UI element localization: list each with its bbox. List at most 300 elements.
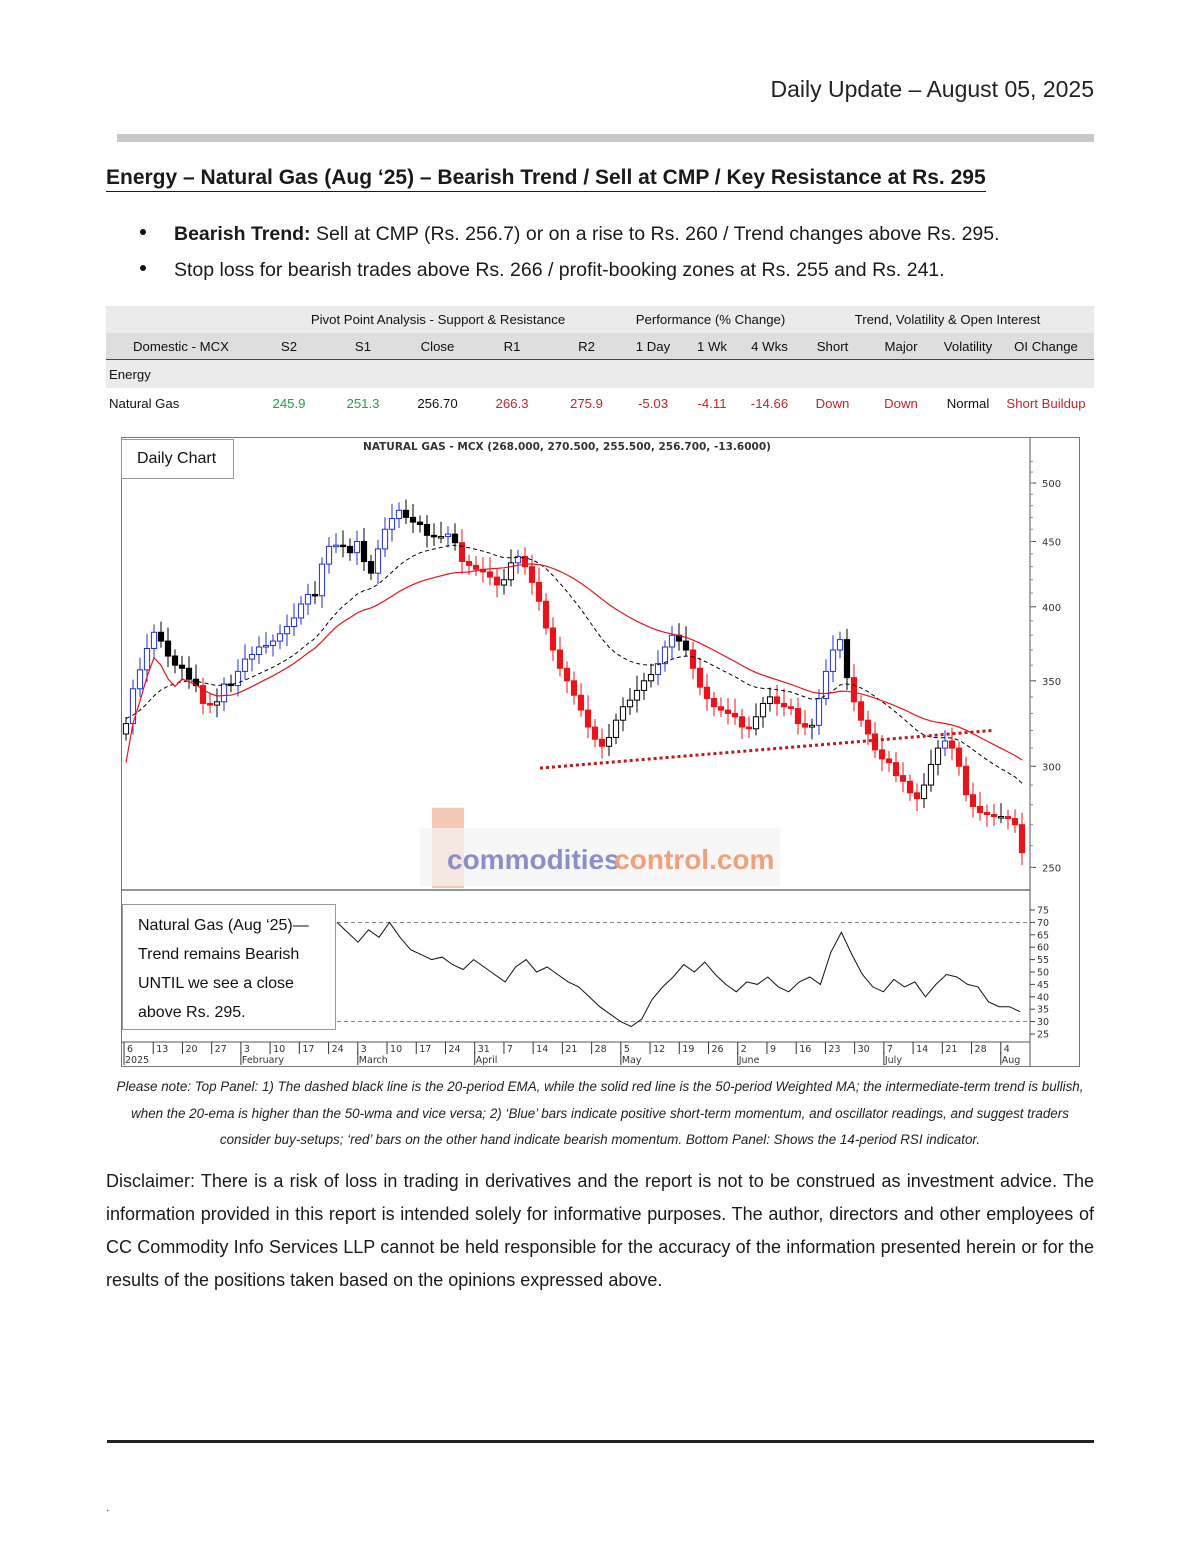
footer-divider — [107, 1440, 1094, 1443]
candle — [578, 683, 583, 717]
candle — [431, 523, 436, 546]
candle-body — [396, 510, 401, 518]
candle-body — [508, 563, 513, 580]
candle-body — [1005, 817, 1010, 819]
report-date: Daily Update – August 05, 2025 — [770, 76, 1094, 102]
candle-body — [487, 572, 492, 577]
candle — [844, 629, 849, 690]
candle — [144, 634, 149, 682]
candle-body — [291, 618, 296, 627]
candle — [494, 569, 499, 597]
candle-body — [606, 737, 611, 746]
candle — [186, 656, 191, 689]
candle — [914, 783, 919, 811]
candle — [550, 617, 555, 661]
candle-body — [984, 813, 989, 815]
candle — [543, 593, 548, 634]
candle-body — [452, 534, 457, 543]
col-major: Major — [864, 333, 938, 360]
candle — [1019, 813, 1024, 865]
candle — [221, 677, 226, 711]
candle-body — [795, 708, 800, 723]
watermark-text: control.com — [614, 844, 775, 875]
candle-body — [816, 699, 821, 726]
candle — [396, 502, 401, 528]
candle — [326, 537, 331, 574]
candle — [172, 649, 177, 673]
candle — [270, 634, 275, 656]
candle-body — [991, 815, 996, 817]
candle — [606, 724, 611, 756]
candle-body — [550, 628, 555, 650]
candle-body — [466, 562, 471, 566]
candle — [676, 623, 681, 650]
candle — [998, 803, 1003, 823]
candle — [935, 740, 940, 775]
x-tick-label: 6 — [127, 1044, 134, 1055]
group-pivot: Pivot Point Analysis - Support & Resistance — [256, 306, 620, 333]
candle-body — [256, 647, 261, 655]
candle-body — [340, 545, 345, 547]
candle-body — [879, 750, 884, 759]
candle — [648, 664, 653, 688]
candle — [893, 752, 898, 782]
cell-s2: 245.9 — [272, 395, 306, 411]
candle — [830, 635, 835, 682]
candle — [788, 699, 793, 715]
candle — [424, 515, 429, 548]
candle — [760, 697, 765, 728]
candle-body — [403, 510, 408, 517]
watermark-text: commodities — [447, 844, 620, 875]
candle-body — [179, 665, 184, 668]
candle-body — [634, 690, 639, 700]
y-tick-label: 450 — [1042, 537, 1062, 549]
candle-body — [389, 519, 394, 530]
x-tick-label: 24 — [448, 1044, 461, 1055]
candle — [977, 792, 982, 821]
candle-body — [158, 632, 163, 641]
x-tick-label: 12 — [653, 1044, 666, 1055]
ema20-line — [126, 545, 1022, 783]
x-tick-label: 3 — [243, 1044, 250, 1055]
candle-body — [963, 766, 968, 794]
candle-body — [739, 717, 744, 727]
candle-body — [872, 734, 877, 750]
cell-r1: 266.3 — [495, 395, 529, 411]
candle-body — [354, 541, 359, 552]
chart-note: Please note: Top Panel: 1) The dashed black line is the 20-period EMA, while the solid red line is the 50-period Weighted MA; the intermediate-term trend is bullish, when the 20-ema is higher than the 50-wma and vice versa; 2) ‘Blue’ bars indicate positive short-term momentum, and oscillator readings, and suggest traders consider buy-setups; ‘red’ bars on the other hand indicate bearish momentum. Bottom Panel: Shows the 14-period RSI indicator. — [116, 1079, 1084, 1147]
candle — [613, 714, 618, 745]
rsi-tick-label: 55 — [1037, 955, 1050, 967]
candle — [235, 659, 240, 696]
candle — [767, 688, 772, 712]
candle-body — [165, 641, 170, 656]
candle — [585, 695, 590, 738]
candle — [501, 569, 506, 595]
candle-body — [375, 549, 380, 573]
candle — [557, 637, 562, 677]
candle — [487, 557, 492, 585]
candle-body — [445, 534, 450, 536]
candle — [816, 689, 821, 735]
candle — [1012, 809, 1017, 833]
candle — [571, 671, 576, 704]
x-tick-label: 27 — [214, 1044, 227, 1055]
candle — [984, 805, 989, 827]
candle — [263, 632, 268, 654]
candle — [298, 596, 303, 625]
candle — [319, 557, 324, 608]
candle — [438, 522, 443, 543]
candle-body — [725, 710, 730, 713]
candle — [823, 659, 828, 705]
table-column-header — [106, 333, 1094, 360]
header-divider — [117, 134, 1094, 142]
candle — [991, 804, 996, 826]
candle — [242, 644, 247, 679]
cell-r2: 275.9 — [569, 395, 603, 411]
x-tick-label: 7 — [506, 1044, 513, 1055]
col-s1: S1 — [322, 333, 404, 360]
cell-1wk: -4.11 — [697, 395, 727, 411]
rsi-tick-label: 75 — [1037, 905, 1050, 917]
candle-body — [410, 517, 415, 522]
candle-body — [578, 695, 583, 710]
candle — [732, 699, 737, 725]
chart-title: NATURAL GAS - MCX (268.000, 270.500, 255.500, 256.700, -13.6000) — [363, 441, 771, 453]
x-tick-label: 17 — [419, 1044, 432, 1055]
y-tick-label: 500 — [1042, 479, 1062, 491]
bullet-bearish-trend — [140, 223, 1000, 246]
col-s2: S2 — [256, 333, 322, 360]
candle — [851, 664, 856, 711]
rsi-note-line: Trend remains Bearish — [138, 946, 300, 963]
y-tick-label: 400 — [1042, 602, 1062, 614]
x-tick-label: 4 — [1003, 1044, 1010, 1055]
rsi-note-line: UNTIL we see a close — [138, 975, 294, 992]
candle-body — [809, 725, 814, 727]
candle-body — [571, 681, 576, 695]
candle-body — [326, 546, 331, 564]
candle-body — [249, 655, 254, 660]
candle-body — [648, 675, 653, 681]
candle-body — [781, 703, 786, 706]
candle-body — [683, 641, 688, 650]
candle — [452, 523, 457, 550]
candle — [249, 647, 254, 672]
candle — [907, 775, 912, 801]
x-tick-label: 16 — [799, 1044, 812, 1055]
y-tick-label: 250 — [1042, 863, 1062, 875]
candle-body — [970, 795, 975, 807]
candle-body — [207, 703, 212, 705]
candle — [277, 624, 282, 649]
x-tick-label: 23 — [828, 1044, 841, 1055]
report-headline: Energy – Natural Gas (Aug ‘25) – Bearish Trend / Sell at CMP / Key Resistance at Rs. 295 — [106, 166, 986, 192]
candle-body — [151, 632, 156, 648]
candle-body — [753, 717, 758, 729]
col-close: Close — [404, 333, 471, 360]
x-tick-label: 14 — [916, 1044, 929, 1055]
group-performance: Performance (% Change) — [620, 306, 801, 333]
month-label: May — [621, 1055, 642, 1066]
candle — [193, 664, 198, 692]
candle-body — [697, 668, 702, 687]
disclaimer: Disclaimer: There is a risk of loss in trading in derivatives and the report is not to be construed as investment advice. The information provided in this report is intended solely for informative purposes. The author, directors and other employees of CC Commodity Info Services LLP cannot be held responsible for the accuracy of the information presented herein or for the results of the positions taken based on the opinions expressed above. — [106, 1171, 1094, 1290]
candle — [382, 517, 387, 557]
candle — [347, 538, 352, 560]
candle — [858, 695, 863, 727]
month-label: 2025 — [125, 1055, 150, 1066]
x-tick-label: 9 — [769, 1044, 777, 1055]
candle — [368, 555, 373, 580]
group-blank — [106, 306, 256, 333]
candle — [389, 504, 394, 542]
col-short: Short — [801, 333, 864, 360]
rsi-tick-label: 45 — [1037, 979, 1050, 991]
month-label: June — [738, 1055, 760, 1066]
candle — [151, 624, 156, 658]
candle — [165, 628, 170, 667]
candle — [375, 540, 380, 585]
candle — [634, 676, 639, 713]
candle-body — [536, 582, 541, 601]
candle-body — [1012, 819, 1017, 825]
candle-body — [431, 535, 436, 537]
candle-body — [858, 702, 863, 720]
x-tick-label: 19 — [682, 1044, 695, 1055]
candle-body — [214, 702, 219, 705]
candle-body — [690, 650, 695, 668]
category-energy: Energy — [106, 360, 1094, 389]
candle-body — [382, 529, 387, 549]
candle-body — [284, 627, 289, 634]
candle-body — [823, 671, 828, 698]
col-1wk: 1 Wk — [686, 333, 738, 360]
candle — [837, 632, 842, 658]
candle-body — [137, 670, 142, 689]
candle — [928, 750, 933, 792]
col-domestic: Domestic - MCX — [106, 333, 256, 360]
candle-body — [718, 707, 723, 710]
rsi-line — [337, 922, 1020, 1026]
candle-body — [907, 781, 912, 793]
candle-body — [564, 668, 569, 681]
candle — [599, 729, 604, 759]
x-tick-label: 20 — [185, 1044, 198, 1055]
candle-body — [900, 776, 905, 782]
candle — [753, 703, 758, 735]
x-tick-label: 14 — [536, 1044, 549, 1055]
month-label: July — [884, 1055, 902, 1066]
candle-body — [438, 537, 443, 539]
chart-label: Daily Chart — [121, 439, 234, 479]
candle — [123, 717, 128, 741]
cell-4wks: -14.66 — [750, 395, 789, 411]
candle-body — [298, 604, 303, 618]
candle — [529, 555, 534, 595]
candle-body — [655, 664, 660, 675]
month-label: March — [358, 1055, 388, 1066]
candle — [739, 709, 744, 740]
candle-body — [424, 524, 429, 535]
candle — [256, 636, 261, 664]
candle — [711, 692, 716, 716]
x-tick-label: 28 — [594, 1044, 607, 1055]
candle-body — [361, 541, 366, 561]
candle — [228, 675, 233, 693]
candle — [781, 689, 786, 717]
x-tick-label: 21 — [945, 1044, 958, 1055]
x-tick-label: 24 — [331, 1044, 344, 1055]
col-4wks: 4 Wks — [738, 333, 801, 360]
candle-body — [956, 748, 961, 766]
candle-body — [319, 564, 324, 596]
rsi-note-line: Natural Gas (Aug ‘25)— — [138, 917, 309, 934]
candle-body — [802, 724, 807, 727]
candle — [214, 688, 219, 717]
bullet-bold-label: Bearish Trend: — [174, 223, 311, 245]
candle-body — [837, 640, 842, 650]
candle-body — [172, 656, 177, 665]
candle — [963, 757, 968, 801]
candle-body — [305, 594, 310, 604]
x-tick-label: 17 — [302, 1044, 315, 1055]
month-label: April — [475, 1055, 498, 1066]
rsi-tick-label: 50 — [1037, 967, 1050, 979]
candle — [312, 581, 317, 604]
candle — [620, 697, 625, 731]
candle-body — [368, 562, 373, 574]
watermark-logo — [420, 808, 780, 888]
support-trendline — [540, 730, 992, 768]
candle — [704, 674, 709, 711]
footer-mark: . — [106, 1500, 110, 1514]
candle — [340, 530, 345, 557]
rsi-tick-label: 40 — [1037, 992, 1050, 1004]
candle — [718, 697, 723, 716]
month-label: Aug — [1001, 1055, 1021, 1066]
candle — [179, 656, 184, 681]
candle-body — [893, 763, 898, 776]
candle — [970, 783, 975, 818]
candle-body — [865, 720, 870, 734]
rsi-tick-label: 65 — [1037, 930, 1050, 942]
candle-body — [529, 567, 534, 583]
candle-body — [669, 635, 674, 647]
candle — [1005, 810, 1010, 830]
candle — [662, 640, 667, 671]
candle-body — [557, 650, 562, 668]
candle — [361, 528, 366, 571]
candle — [284, 614, 289, 646]
x-tick-label: 10 — [390, 1044, 403, 1055]
rsi-note — [122, 904, 336, 1030]
candle — [627, 688, 632, 715]
candle — [641, 673, 646, 700]
candle-body — [942, 741, 947, 748]
candle — [522, 547, 527, 575]
rsi-tick-label: 25 — [1037, 1029, 1050, 1041]
table-category-row — [106, 360, 1094, 389]
candle-body — [1019, 825, 1024, 853]
candle — [697, 658, 702, 696]
group-trend: Trend, Volatility & Open Interest — [801, 306, 1094, 333]
cell-oi-change: Short Buildup — [1006, 395, 1086, 411]
candle — [802, 710, 807, 735]
candle — [417, 515, 422, 532]
candle — [592, 719, 597, 747]
candle — [809, 719, 814, 740]
candle — [683, 626, 688, 656]
candle-body — [998, 817, 1003, 819]
candle-body — [599, 739, 604, 746]
candle-body — [627, 700, 632, 707]
candle — [669, 626, 674, 659]
candle-body — [921, 785, 926, 799]
candle-body — [935, 748, 940, 764]
candle-body — [221, 684, 226, 702]
pivot-table — [106, 306, 1094, 418]
candle-body — [592, 727, 597, 739]
x-tick-label: 5 — [623, 1044, 630, 1055]
candle — [403, 500, 408, 524]
candle — [459, 529, 464, 574]
candle-body — [333, 545, 338, 547]
cell-major: Down — [884, 395, 918, 411]
candle — [900, 762, 905, 792]
bullet-text: Stop loss for bearish trades above Rs. 266 / profit-booking zones at Rs. 255 and Rs. 241. — [174, 259, 945, 281]
candle-body — [270, 641, 275, 645]
candle-body — [242, 659, 247, 671]
rsi-tick-label: 70 — [1037, 917, 1050, 929]
x-tick-label: 7 — [886, 1044, 893, 1055]
rsi-tick-label: 35 — [1037, 1004, 1050, 1016]
candle-body — [914, 793, 919, 799]
candle — [536, 568, 541, 611]
candle — [333, 533, 338, 553]
x-tick-label: 28 — [974, 1044, 987, 1055]
candle — [795, 698, 800, 735]
cell-commodity: Natural Gas — [109, 395, 180, 411]
candle-body — [312, 594, 317, 596]
candle — [886, 751, 891, 772]
candle-body — [277, 634, 282, 641]
candle-body — [347, 546, 352, 552]
candle — [158, 622, 163, 648]
bullet-stop-loss — [140, 259, 945, 282]
candle-body — [186, 668, 191, 679]
cell-volatility: Normal — [946, 395, 990, 411]
candle-body — [417, 522, 422, 524]
x-tick-label: 30 — [857, 1044, 870, 1055]
candle — [921, 773, 926, 808]
candle — [354, 531, 359, 565]
candle — [291, 603, 296, 636]
y-tick-label: 300 — [1042, 762, 1062, 774]
table-row — [106, 388, 1094, 418]
col-1day: 1 Day — [620, 333, 686, 360]
table-group-header — [106, 306, 1094, 333]
candle — [655, 650, 660, 685]
candle-body — [613, 720, 618, 737]
candle-body — [746, 727, 751, 729]
candle-body — [928, 764, 933, 785]
candle-body — [263, 646, 268, 648]
cell-close: 256.70 — [417, 395, 458, 411]
bullet-text: Sell at CMP (Rs. 256.7) or on a rise to Rs. 260 / Trend changes above Rs. 295. — [310, 223, 1000, 245]
